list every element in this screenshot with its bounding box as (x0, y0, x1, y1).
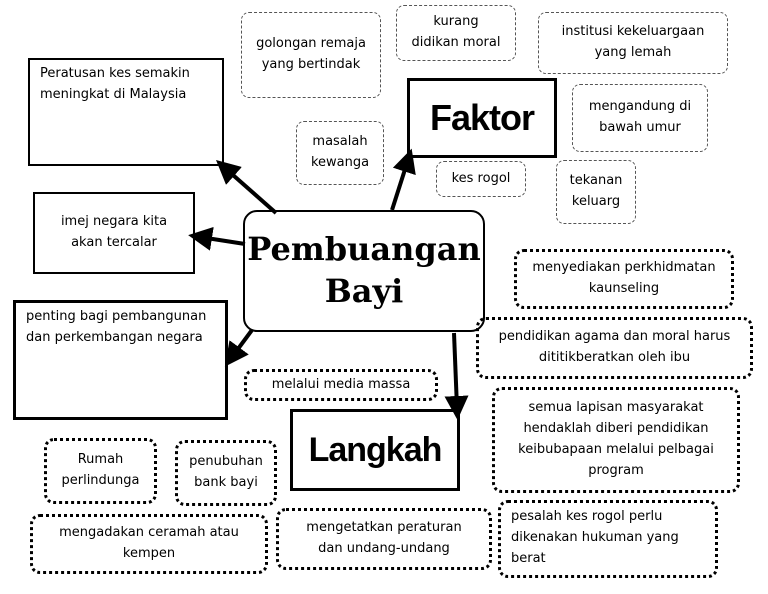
arrow-to-kes-semakin (225, 168, 276, 213)
langkah-kursus-keibubapaan: semua lapisan masyarakat hendaklah diberi pendidikan keibubapaan melalui pelbagai program (492, 387, 740, 493)
central-topic (243, 210, 485, 332)
central-topic-line2: Bayi (324, 272, 404, 310)
kesan-imej-negara: imej negara kita akan tercalar (33, 192, 195, 274)
arrow-to-imej-negara (200, 237, 245, 244)
faktor-kurang-didikan: kurang didikan moral (396, 5, 516, 61)
faktor-kes-rogol: kes rogol (436, 161, 526, 197)
arrow-to-langkah (454, 333, 457, 408)
faktor-institusi-keluarga: institusi kekeluargaan yang lemah (538, 12, 728, 74)
langkah-hukuman-rogol: pesalah kes rogol perlu dikenakan hukuman yang berat (498, 500, 718, 578)
heading-langkah: Langkah (290, 409, 460, 491)
faktor-golongan-remaja: golongan remaja yang bertindak (241, 12, 381, 98)
langkah-peraturan-undang: mengetatkan peraturan dan undang-undang (276, 508, 492, 570)
langkah-media-massa: melalui media massa (244, 369, 438, 401)
langkah-kaunseling: menyediakan perkhidmatan kaunseling (514, 249, 734, 309)
heading-faktor: Faktor (407, 78, 557, 158)
faktor-masalah-kewangan: masalah kewanga (296, 121, 384, 185)
langkah-ceramah-kempen: mengadakan ceramah atau kempen (30, 514, 268, 574)
faktor-tekanan-keluarga: tekanan keluarg (556, 160, 636, 224)
kesan-penting-pembangunan: penting bagi pembangunan dan perkembangan negara (13, 300, 228, 420)
central-topic-line1: Pembuangan (247, 230, 481, 269)
langkah-rumah-perlindungan: Rumah perlindunga (44, 438, 157, 504)
arrow-to-faktor (392, 160, 408, 210)
arrow-to-penting-pembangunan (232, 330, 252, 357)
langkah-pendidikan-agama: pendidikan agama dan moral harus dititikberatkan oleh ibu (476, 317, 753, 379)
faktor-mengandung-bawah-umur: mengandung di bawah umur (572, 84, 708, 152)
kesan-kes-semakin: Peratusan kes semakin meningkat di Malaysia (28, 58, 224, 166)
langkah-bank-bayi: penubuhan bank bayi (175, 440, 277, 506)
